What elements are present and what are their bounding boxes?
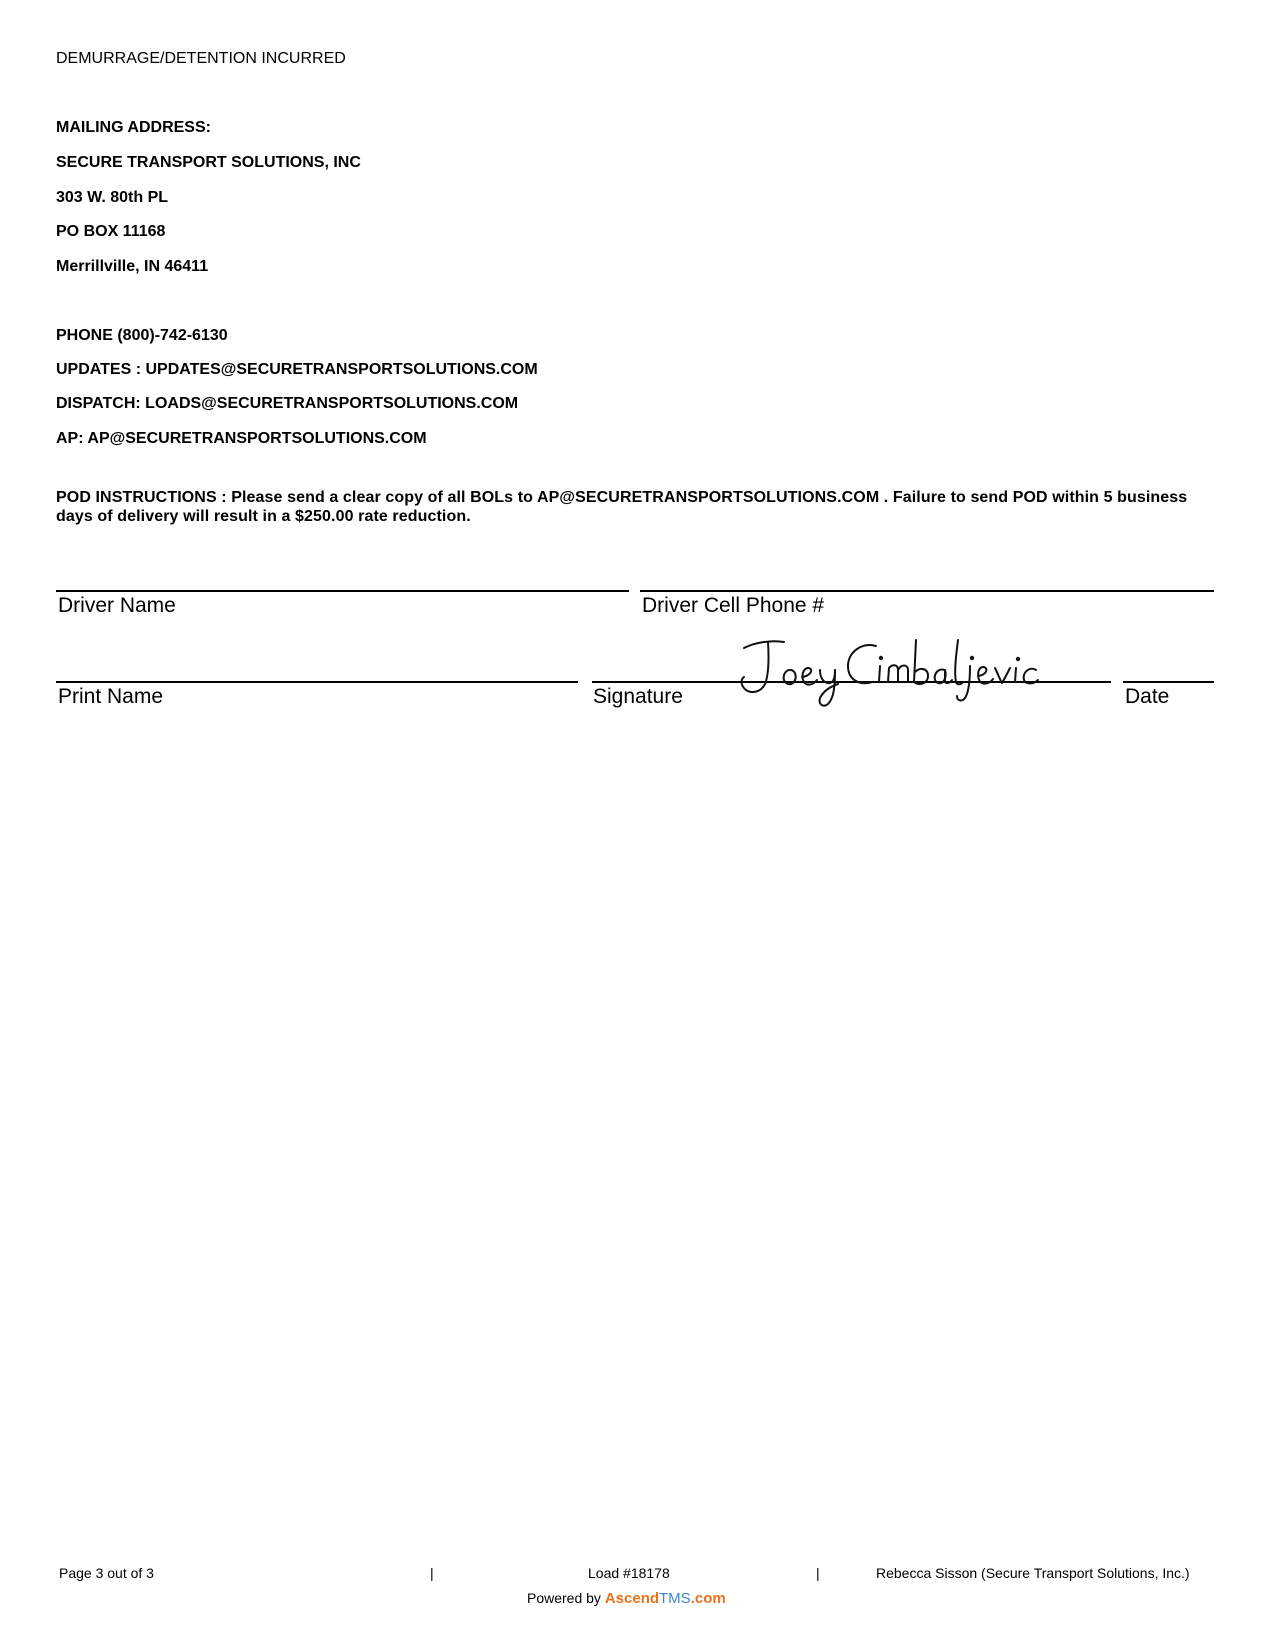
- dispatch-email-line: DISPATCH: LOADS@SECURETRANSPORTSOLUTIONS.COM: [56, 395, 519, 412]
- handwritten-signature: [738, 630, 1058, 710]
- updates-email-line: UPDATES : UPDATES@SECURETRANSPORTSOLUTIONS.COM: [56, 361, 538, 378]
- print-name-label: Print Name: [58, 685, 164, 708]
- print-name-line[interactable]: [56, 681, 578, 683]
- footer-author: Rebecca Sisson (Secure Transport Solutions, Inc.): [876, 1565, 1190, 1581]
- brand-tms[interactable]: TMS: [659, 1590, 691, 1607]
- footer-separator-right: |: [816, 1565, 820, 1581]
- brand-com[interactable]: .com: [690, 1590, 726, 1607]
- ap-email-line: AP: AP@SECURETRANSPORTSOLUTIONS.COM: [56, 430, 427, 447]
- demurrage-line: DEMURRAGE/DETENTION INCURRED: [56, 50, 346, 67]
- load-number: Load #18178: [588, 1565, 670, 1581]
- page-number: Page 3 out of 3: [59, 1565, 154, 1581]
- powered-by: [527, 1590, 726, 1607]
- driver-name-line[interactable]: [56, 590, 629, 592]
- pod-instructions: POD INSTRUCTIONS : Please send a clear copy of all BOLs to AP@SECURETRANSPORTSOLUTIONS.COM . Failure to send POD within 5 business days of delivery will result in a $250.00 rate reduction.: [56, 489, 1188, 525]
- driver-cell-label: Driver Cell Phone #: [642, 594, 825, 617]
- powered-by-label: Powered by: [527, 1590, 601, 1606]
- mailing-heading: MAILING ADDRESS:: [56, 119, 211, 136]
- date-label: Date: [1125, 685, 1170, 708]
- footer-separator-left: |: [430, 1565, 434, 1581]
- phone-line: PHONE (800)-742-6130: [56, 327, 228, 344]
- brand-ascend[interactable]: Ascend: [604, 1590, 660, 1607]
- driver-name-label: Driver Name: [58, 594, 176, 617]
- po-box: PO BOX 11168: [56, 223, 166, 240]
- city-state-zip: Merrillville, IN 46411: [56, 258, 209, 275]
- signature-label: Signature: [593, 685, 683, 708]
- street-address: 303 W. 80th PL: [56, 189, 169, 206]
- company-name: SECURE TRANSPORT SOLUTIONS, INC: [56, 154, 361, 171]
- driver-cell-line[interactable]: [640, 590, 1214, 592]
- date-line[interactable]: [1123, 681, 1214, 683]
